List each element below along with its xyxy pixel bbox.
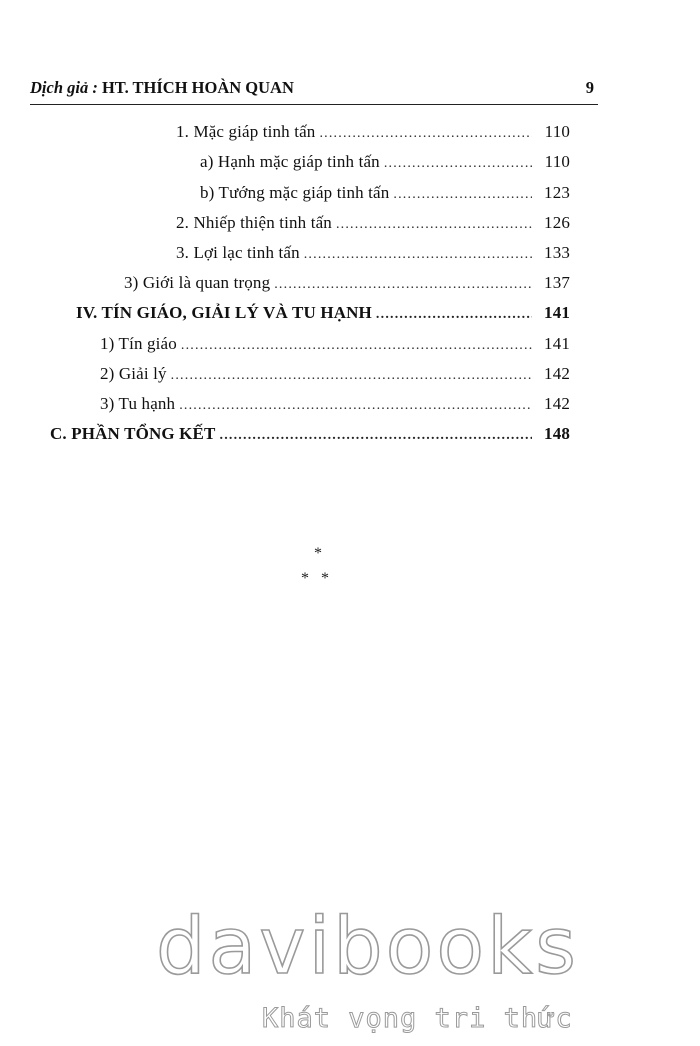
toc-entry-label: 2) Giải lý (100, 364, 167, 383)
dot-leader (171, 368, 532, 384)
page-number: 9 (585, 78, 594, 97)
toc-entry (176, 243, 570, 267)
dot-leader (393, 187, 532, 203)
header-rule (30, 104, 598, 105)
toc-entry-page: 123 (544, 183, 570, 202)
toc-entry-page: 126 (544, 213, 570, 232)
toc-entry (100, 394, 570, 418)
running-header (30, 78, 598, 102)
translator-prefix: Dịch giả : (30, 78, 98, 97)
dot-leader (319, 126, 532, 142)
toc-entry-page: 142 (544, 394, 570, 413)
dot-leader (274, 277, 532, 293)
toc-entry-label: IV. TÍN GIÁO, GIẢI LÝ VÀ TU HẠNH (76, 303, 372, 322)
dot-leader (384, 156, 532, 172)
header-title (30, 78, 294, 98)
toc-entry (100, 364, 570, 388)
toc-entry (200, 183, 570, 207)
toc-entry-label: b) Tướng mặc giáp tinh tấn (200, 183, 390, 202)
toc-entry (100, 334, 570, 358)
toc-entry-label: 3) Tu hạnh (100, 394, 176, 413)
toc-entry-page: 141 (544, 303, 570, 322)
toc-entry (76, 303, 570, 327)
dot-leader (181, 338, 532, 354)
dot-leader (376, 307, 532, 323)
toc-entry-page: 137 (544, 273, 570, 292)
toc-entry (200, 152, 570, 176)
toc-entry-page: 110 (544, 122, 570, 141)
dot-leader (179, 398, 532, 414)
dot-leader (220, 428, 533, 444)
toc-entry (50, 424, 570, 448)
watermark-brand: davibooks (156, 902, 579, 992)
toc-entry (176, 122, 570, 146)
toc-entry-label: a) Hạnh mặc giáp tinh tấn (200, 152, 380, 171)
toc-entry-page: 110 (544, 152, 570, 171)
dot-leader (336, 217, 532, 233)
section-separator-stars: * * (301, 570, 329, 587)
toc-entry-page: 142 (544, 364, 570, 383)
toc-entry-page: 148 (544, 424, 570, 443)
toc-entry (176, 213, 570, 237)
translator-name: HT. THÍCH HOÀN QUAN (101, 78, 294, 97)
toc-entry-label: C. PHẦN TỔNG KẾT (50, 424, 216, 443)
toc-entry-label: 1. Mặc giáp tinh tấn (176, 122, 316, 141)
toc-entry-label: 3) Giới là quan trọng (124, 273, 271, 292)
toc-entry (124, 273, 570, 297)
toc-entry-label: 2. Nhiếp thiện tinh tấn (176, 213, 332, 232)
toc-entry-page: 133 (544, 243, 570, 262)
watermark-tagline: Khát vọng tri thức (262, 1003, 573, 1034)
toc-entry-label: 1) Tín giáo (100, 334, 177, 353)
toc-entry-page: 141 (544, 334, 570, 353)
section-separator-star: * (314, 545, 322, 562)
toc-entry-label: 3. Lợi lạc tinh tấn (176, 243, 300, 262)
dot-leader (304, 247, 532, 263)
